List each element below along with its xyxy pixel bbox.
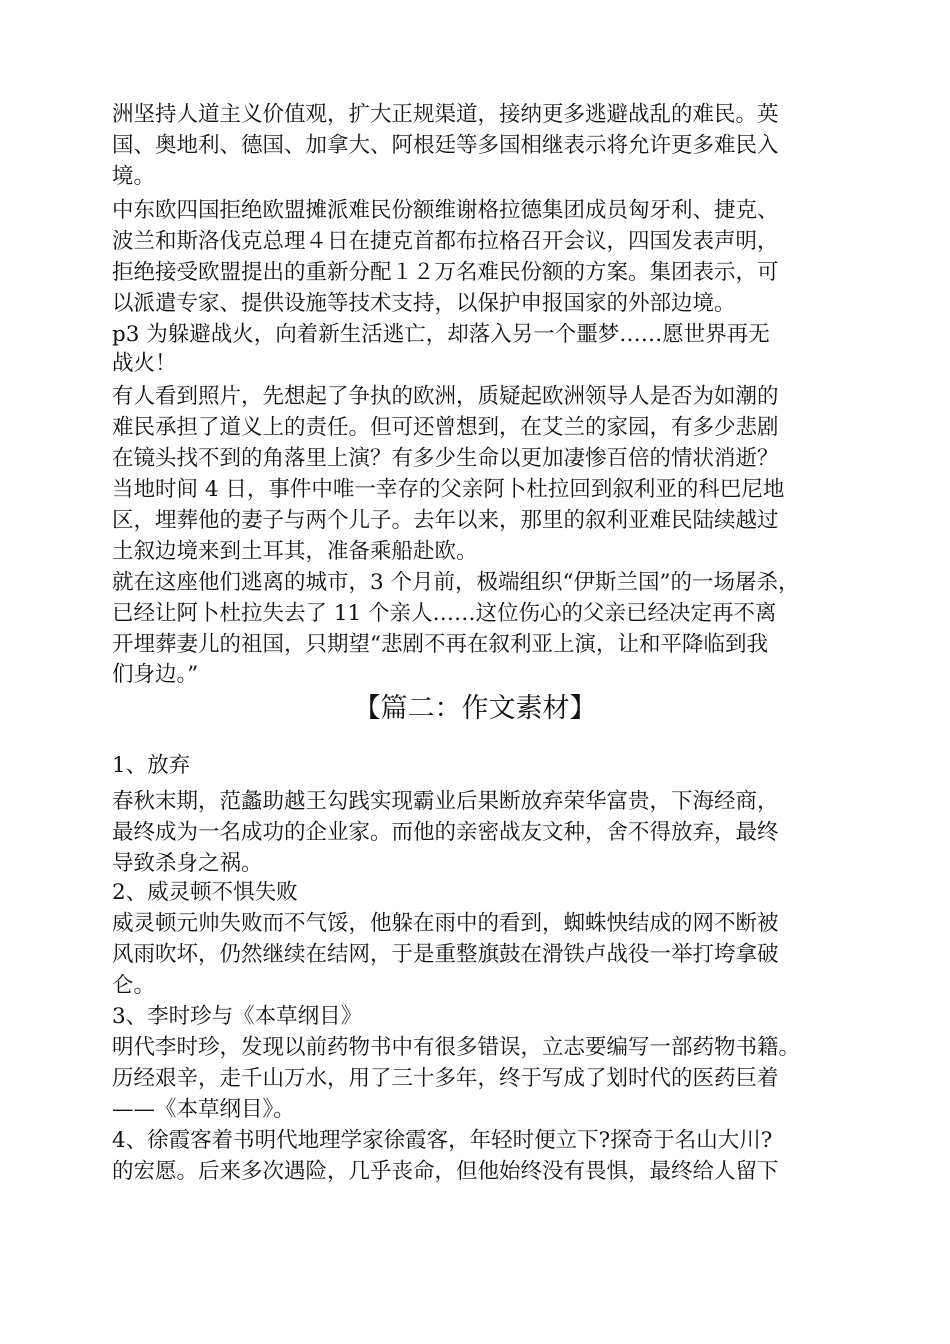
text-line: 洲坚持人道主义价值观，扩大正规渠道，接纳更多逃避战乱的难民。英: [112, 102, 779, 127]
text-line: 难民承担了道义上的责任。但可还曾想到，在艾兰的家园，有多少悲剧: [112, 415, 779, 440]
text-line: 波兰和斯洛伐克总理４日在捷克首都布拉格召开会议，四国发表声明，: [112, 229, 779, 254]
text-line: 威灵顿元帅失败而不气馁，他躲在雨中的看到，蜘蛛怏结成的网不断被: [112, 911, 779, 936]
list-item-title: 2、威灵顿不惧失败: [112, 880, 298, 905]
text-line: 风雨吹坏，仍然继续在结网，于是重整旗鼓在滑铁卢战役一举打垮拿破: [112, 942, 779, 967]
text-line: 明代李时珍，发现以前药物书中有很多错误，立志要编写一部药物书籍。: [112, 1035, 801, 1060]
text-line: 中东欧四国拒绝欧盟摊派难民份额维谢格拉德集团成员匈牙利、捷克、: [112, 198, 779, 223]
text-line: 春秋末期，范蠡助越王勾践实现霸业后果断放弃荣华富贵，下海经商，: [112, 789, 779, 814]
text-line: 历经艰辛，走千山万水，用了三十多年，终于写成了划时代的医药巨着: [112, 1066, 779, 1091]
list-item-title: 3、李时珍与《本草纲目》: [112, 1004, 363, 1029]
text-line: 战火！: [112, 351, 177, 376]
text-line: 以派遣专家、提供设施等技术支持，以保护申报国家的外部边境。: [112, 291, 736, 316]
text-line: 在镜头找不到的角落里上演？有多少生命以更加凄惨百倍的情状消逝？: [112, 446, 779, 471]
list-item-title: 1、放弃: [112, 753, 191, 778]
text-line: ——《本草纲目》。: [112, 1097, 295, 1122]
text-line: 土叙边境来到土耳其，准备乘船赴欧。: [112, 539, 478, 564]
section-heading: 【篇二：作文素材】: [353, 693, 597, 724]
text-line: 的宏愿。后来多次遇险，几乎丧命，但他始终没有畏惧，最终给人留下: [112, 1159, 779, 1184]
text-line: 当地时间 4 日，事件中唯一幸存的父亲阿卜杜拉回到叙利亚的科巴尼地: [112, 477, 785, 502]
text-line: 最终成为一名成功的企业家。而他的亲密战友文种，舍不得放弃，最终: [112, 820, 779, 845]
list-item-title: 4、徐霞客着书明代地理学家徐霞客，年轻时便立下?探奇于名山大川?: [112, 1128, 773, 1153]
text-line: 区，埋葬他的妻子与两个儿子。去年以来，那里的叙利亚难民陆续越过: [112, 508, 779, 533]
text-line: 开埋葬妻儿的祖国，只期望“悲剧不再在叙利亚上演，让和平降临到我: [112, 632, 768, 657]
text-line: 们身边。”: [112, 662, 199, 687]
text-line: 境。: [112, 164, 156, 189]
text-line: 拒绝接受欧盟提出的重新分配１２万名难民份额的方案。集团表示，可: [112, 260, 779, 285]
text-line: 仑。: [112, 973, 156, 998]
text-line: 导致杀身之祸。: [112, 851, 263, 876]
text-line: p3 为躲避战火，向着新生活逃亡，却落入另一个噩梦……愿世界再无: [112, 322, 770, 347]
text-line: 已经让阿卜杜拉失去了 11 个亲人……这位伤心的父亲已经决定再不离: [112, 601, 777, 626]
text-line: 国、奥地利、德国、加拿大、阿根廷等多国相继表示将允许更多难民入: [112, 133, 779, 158]
text-line: 有人看到照片，先想起了争执的欧洲，质疑起欧洲领导人是否为如潮的: [112, 384, 779, 409]
text-line: 就在这座他们逃离的城市，3 个月前，极端组织“伊斯兰国”的一场屠杀，: [112, 570, 800, 595]
